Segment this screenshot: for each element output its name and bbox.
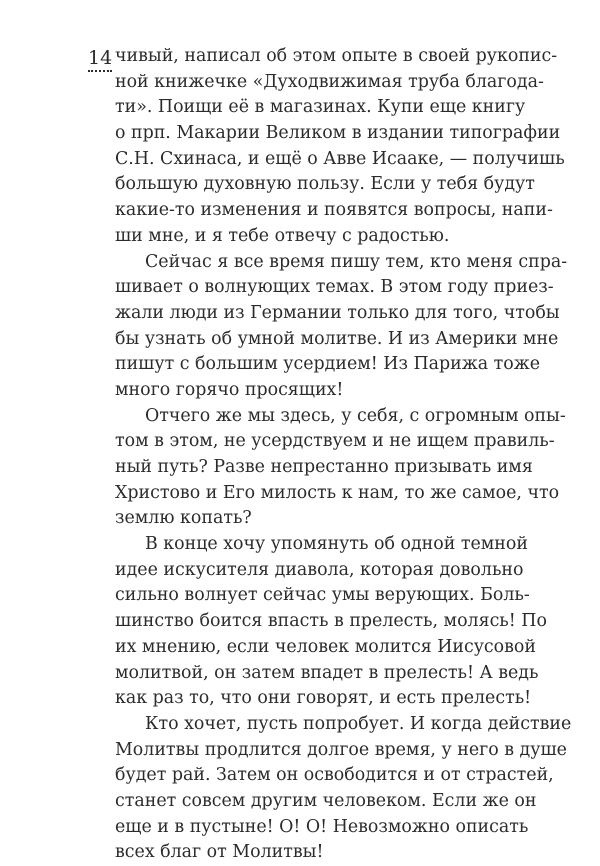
text-line: много горячо просящих! [115,379,344,400]
page-number-underline [88,70,112,72]
text-line: будет рай. Затем он освободится и от страстей, [115,765,554,786]
text-line: еще и в пустыне! О! О! Невозможно описать [115,816,529,837]
text-line: шинство боится впасть в прелесть, молясь! По [115,611,547,632]
text-line: сильно волнует сейчас умы верующих. Боль- [115,585,530,606]
text-line: шивает о волнующих темах. В этом году приез- [115,277,554,298]
text-line: Христово и Его милость к нам, то же самое, что [115,482,560,503]
text-line: ти». Поищи её в магазинах. Купи еще книгу [115,97,526,118]
text-line: землю копать? [115,508,252,529]
body-text [115,44,572,866]
text-line: Сейчас я все время пишу тем, кто меня спра- [145,251,568,272]
text-line: Молитвы продлится долгое время, у него в душе [115,739,567,760]
text-line: жали люди из Германии только для того, чтобы [115,302,560,323]
text-line: С.Н. Схинаса, и ещё о Авве Исааке, — получишь [115,148,565,169]
text-line: пишут с большим усердием! Из Парижа тоже [115,354,541,375]
text-line: всех благ от Молитвы! [115,842,324,863]
text-line: В конце хочу упомянуть об одной темной [145,534,528,555]
text-line: том в этом, не усердствуем и не ищем правиль- [115,431,555,452]
text-line: чивый, написал об этом опыте в своей рукопис- [115,46,558,66]
text-line: Кто хочет, пусть попробует. И когда действие [145,713,572,734]
text-line: их мнению, если человек молится Иисусовой [115,636,536,657]
text-line: станет совсем другим человеком. Если же он [115,790,537,811]
text-line: ный путь? Разве непрестанно призывать имя [115,457,533,477]
text-line: Отчего же мы здесь, у себя, с огромным опы- [145,405,566,426]
text-line: идее искусителя диавола, которая довольно [115,559,524,580]
text-line: бы узнать об умной молитве. И из Америки мне [115,328,559,349]
text-line: молитвой, он затем впадет в прелесть! А ведь [115,662,539,683]
page-number: 14 [88,47,113,69]
text-line: ши мне, и я тебе отвечу с радостью. [115,225,450,246]
text-line: ной книжечке «Духодвижимая труба благода- [115,71,544,92]
text-line: о прп. Макарии Великом в издании типографии [115,123,561,144]
text-line: большую духовную пользу. Если у тебя будут [115,174,535,195]
text-line: как раз то, что они говорят, и есть прелесть! [115,688,532,709]
text-line: какие-то изменения и появятся вопросы, напи- [115,200,553,221]
